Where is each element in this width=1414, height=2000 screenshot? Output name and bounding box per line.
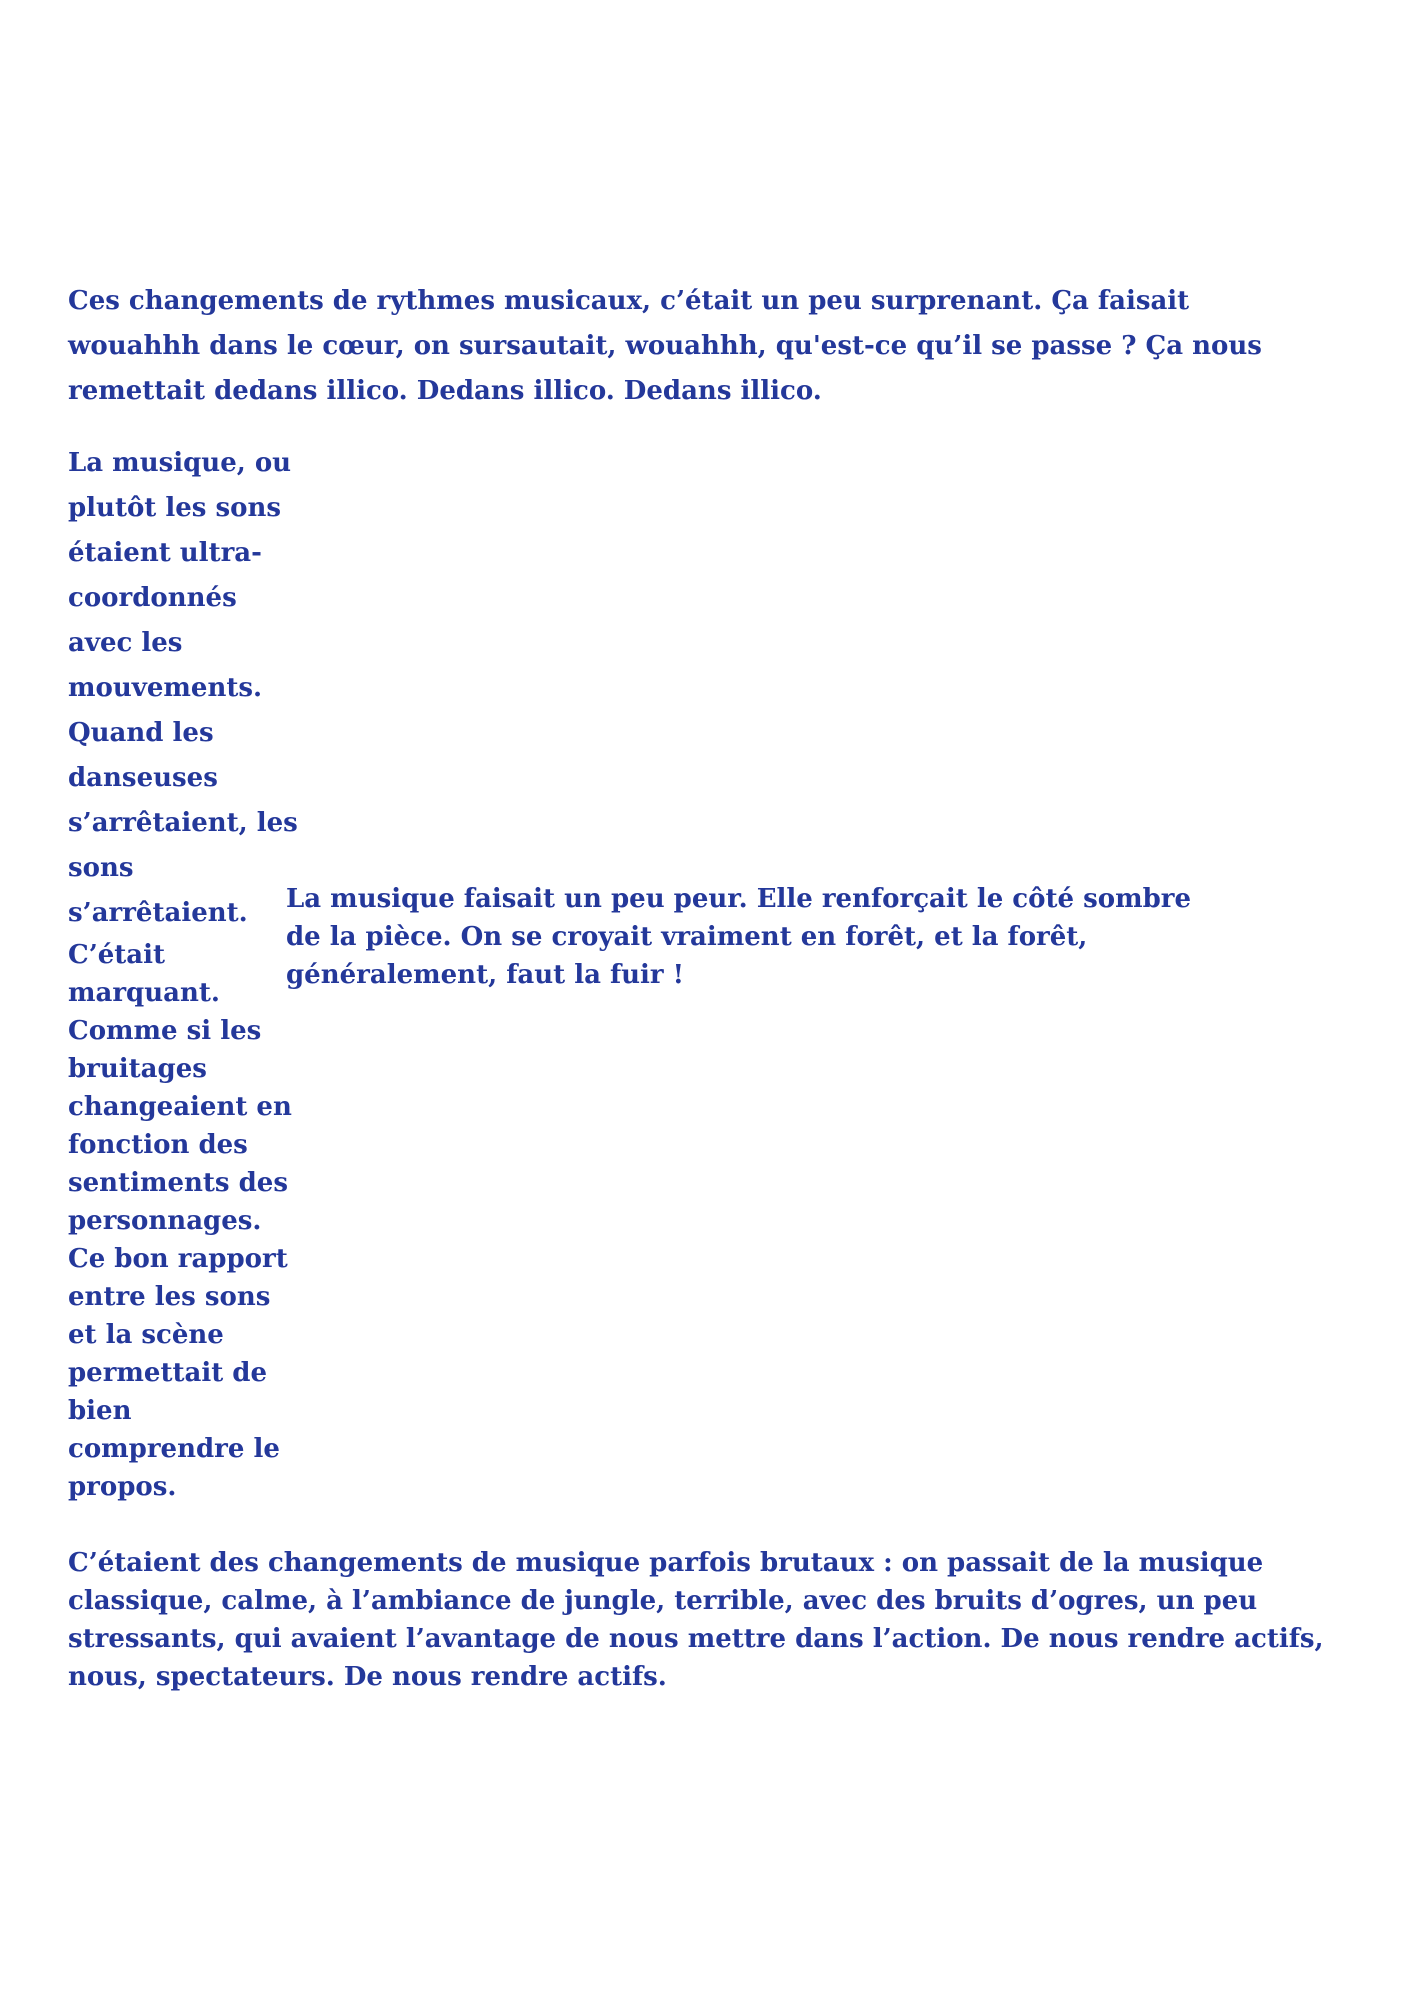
paragraph-column-top: La musique, ou plutôt les sons étaient ultra- coordonnés avec les mouvements. Quand les danseuses s’arrêtaient, les sons s’arrêtaient. (68, 448, 298, 928)
paragraph-forest: La musique faisait un peu peur. Elle renforçait le côté sombre de la pièce. On se croyait vraiment en forêt, et la forêt, généralement, faut la fuir ! (286, 884, 1191, 990)
paragraph-closing: C’étaient des changements de musique parfois brutaux : on passait de la musique classique, calme, à l’ambiance de jungle, terrible, avec des bruits d’ogres, un peu stressants, qui avaient l’avantage de nous mettre dans l’action. De nous rendre actifs, nous, spectateurs. De nous rendre actifs. (68, 1548, 1324, 1692)
paragraph-intro: Ces changements de rythmes musicaux, c’était un peu surprenant. Ça faisait wouahhh dans le cœur, on sursautait, wouahhh, qu'est-ce qu’il se passe ? Ça nous remettait dedans illico. Dedans illico. Dedans illico. (68, 286, 1262, 406)
paragraph-column-bottom: C’était marquant. Comme si les bruitages changeaient en fonction des sentiments des personnages. Ce bon rapport entre les sons et la scène permettait de bien comprendre le propos. (68, 940, 292, 1502)
